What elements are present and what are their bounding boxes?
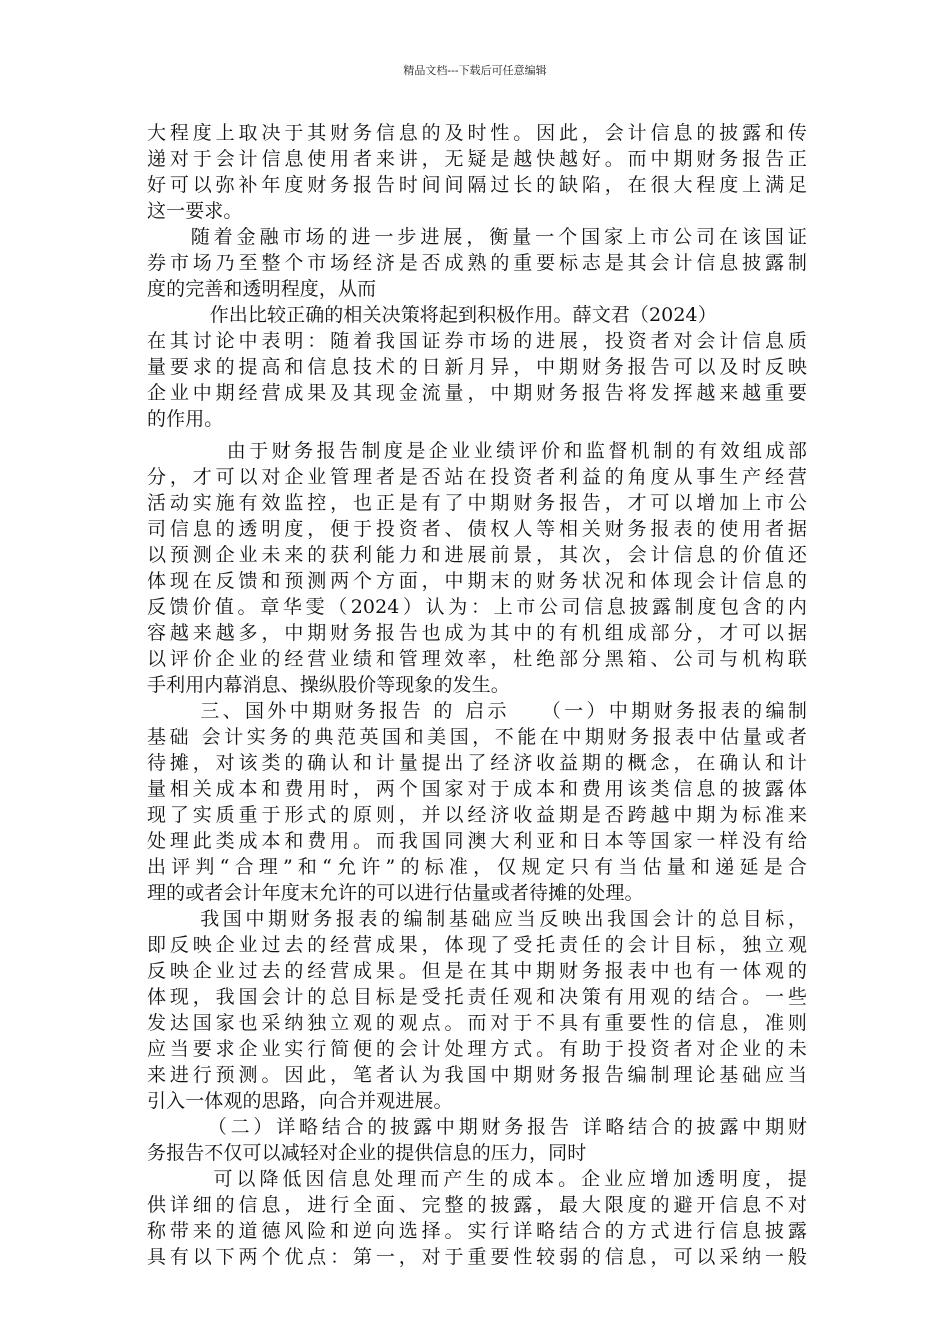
text-line: 在其讨论中表明：随着我国证券市场的进展，投资者对会计信息质 <box>147 330 807 352</box>
text-line: 体现在反馈和预测两个方面，中期末的财务状况和体现会计信息的 <box>147 570 807 592</box>
text-line: 基础 会计实务的典范英国和美国，不能在中期财务报表中估量或者 <box>147 726 807 748</box>
text-line: 递对于会计信息使用者来讲，无疑是越快越好。而中期财务报告正 <box>147 148 807 170</box>
text-line: 应当要求企业实行简便的会计处理方式。有助于投资者对企业的未 <box>147 1038 807 1060</box>
text-line: 司信息的透明度，便于投资者、债权人等相关财务报表的使用者据 <box>147 518 807 540</box>
text-line: 量要求的提高和信息技术的日新月异，中期财务报告可以及时反映 <box>147 356 807 378</box>
text-line: 以预测企业未来的获利能力和进展前景，其次，会计信息的价值还 <box>147 544 807 566</box>
text-line: 即反映企业过去的经营成果，体现了受托责任的会计目标，独立观 <box>147 934 807 956</box>
text-line: 出评判“合理”和“允许”的标准，仅规定只有当估量和递延是合 <box>147 856 807 878</box>
text-line: 的作用。 <box>147 408 224 430</box>
text-line: （二）详略结合的披露中期财务报告 详略结合的披露中期财 <box>207 1116 807 1138</box>
text-line: 随着金融市场的进一步进展，衡量一个国家上市公司在该国证 <box>190 226 807 248</box>
text-line: 现了实质重于形式的原则，并以经济收益期是否跨越中期为标准来 <box>147 804 807 826</box>
text-line: 来进行预测。因此，笔者认为我国中期财务报告编制理论基础应当 <box>147 1064 807 1086</box>
text-line: 反映企业过去的经营成果。但是在其中期财务报表中也有一体观的 <box>147 960 807 982</box>
text-line: 活动实施有效监控，也正是有了中期财务报告，才可以增加上市公 <box>147 492 807 514</box>
text-line: 我国中期财务报表的编制基础应当反映出我国会计的总目标， <box>200 908 807 930</box>
text-line: 处理此类成本和费用。而我国同澳大利亚和日本等国家一样没有给 <box>147 830 807 852</box>
text-line: 这一要求。 <box>147 200 243 222</box>
text-line: 度的完善和透明程度，从而 <box>147 278 377 300</box>
document-body <box>147 120 807 1270</box>
text-line: 称带来的道德风险和逆向选择。实行详略结合的方式进行信息披露 <box>147 1220 807 1242</box>
text-line: 务报告不仅可以减轻对企业的提供信息的压力，同时 <box>147 1142 587 1164</box>
text-line: 券市场乃至整个市场经济是否成熟的重要标志是其会计信息披露制 <box>147 252 807 274</box>
text-line: 作出比较正确的相关决策将起到积极作用。薛文君（2024） <box>209 304 717 326</box>
text-line: 容越来越多，中期财务报告也成为其中的有机组成部分，才可以据 <box>147 622 807 644</box>
text-line: 发达国家也采纳独立观的观点。而对于不具有重要性的信息，准则 <box>147 1012 807 1034</box>
page-header: 精品文档---下载后可任意编辑 <box>403 64 547 77</box>
text-line: 量相关成本和费用时，两个国家对于成本和费用该类信息的披露体 <box>147 778 807 800</box>
text-line: 引入一体观的思路，向合并观进展。 <box>147 1090 453 1112</box>
text-line: 由于财务报告制度是企业业绩评价和监督机制的有效组成部 <box>226 440 807 462</box>
text-line: 具有以下两个优点：第一，对于重要性较弱的信息，可以采纳一般 <box>147 1246 807 1268</box>
text-line: 大程度上取决于其财务信息的及时性。因此，会计信息的披露和传 <box>147 122 807 144</box>
text-line: 待摊，对该类的确认和计量提出了经济收益期的概念，在确认和计 <box>147 752 807 774</box>
text-line: 反馈价值。章华雯（2024）认为：上市公司信息披露制度包含的内 <box>147 596 807 618</box>
text-line: 供详细的信息，进行全面、完整的披露，最大限度的避开信息不对 <box>147 1194 807 1216</box>
text-line: 三、国外中期财务报告 的 启示 （一）中期财务报表的编制 <box>200 700 807 722</box>
text-line: 好可以弥补年度财务报告时间间隔过长的缺陷，在很大程度上满足 <box>147 174 807 196</box>
text-line: 体现，我国会计的总目标是受托责任观和决策有用观的结合。一些 <box>147 986 807 1008</box>
text-line: 理的或者会计年度末允许的可以进行估量或者待摊的处理。 <box>147 882 644 904</box>
text-line: 可以降低因信息处理而产生的成本。企业应增加透明度，提 <box>213 1168 807 1190</box>
text-line: 分，才可以对企业管理者是否站在投资者利益的角度从事生产经营 <box>147 466 807 488</box>
text-line: 手利用内幕消息、操纵股价等现象的发生。 <box>147 674 510 696</box>
text-line: 以评价企业的经营业绩和管理效率，杜绝部分黑箱、公司与机构联 <box>147 648 807 670</box>
text-line: 企业中期经营成果及其现金流量，中期财务报告将发挥越来越重要 <box>147 382 807 404</box>
